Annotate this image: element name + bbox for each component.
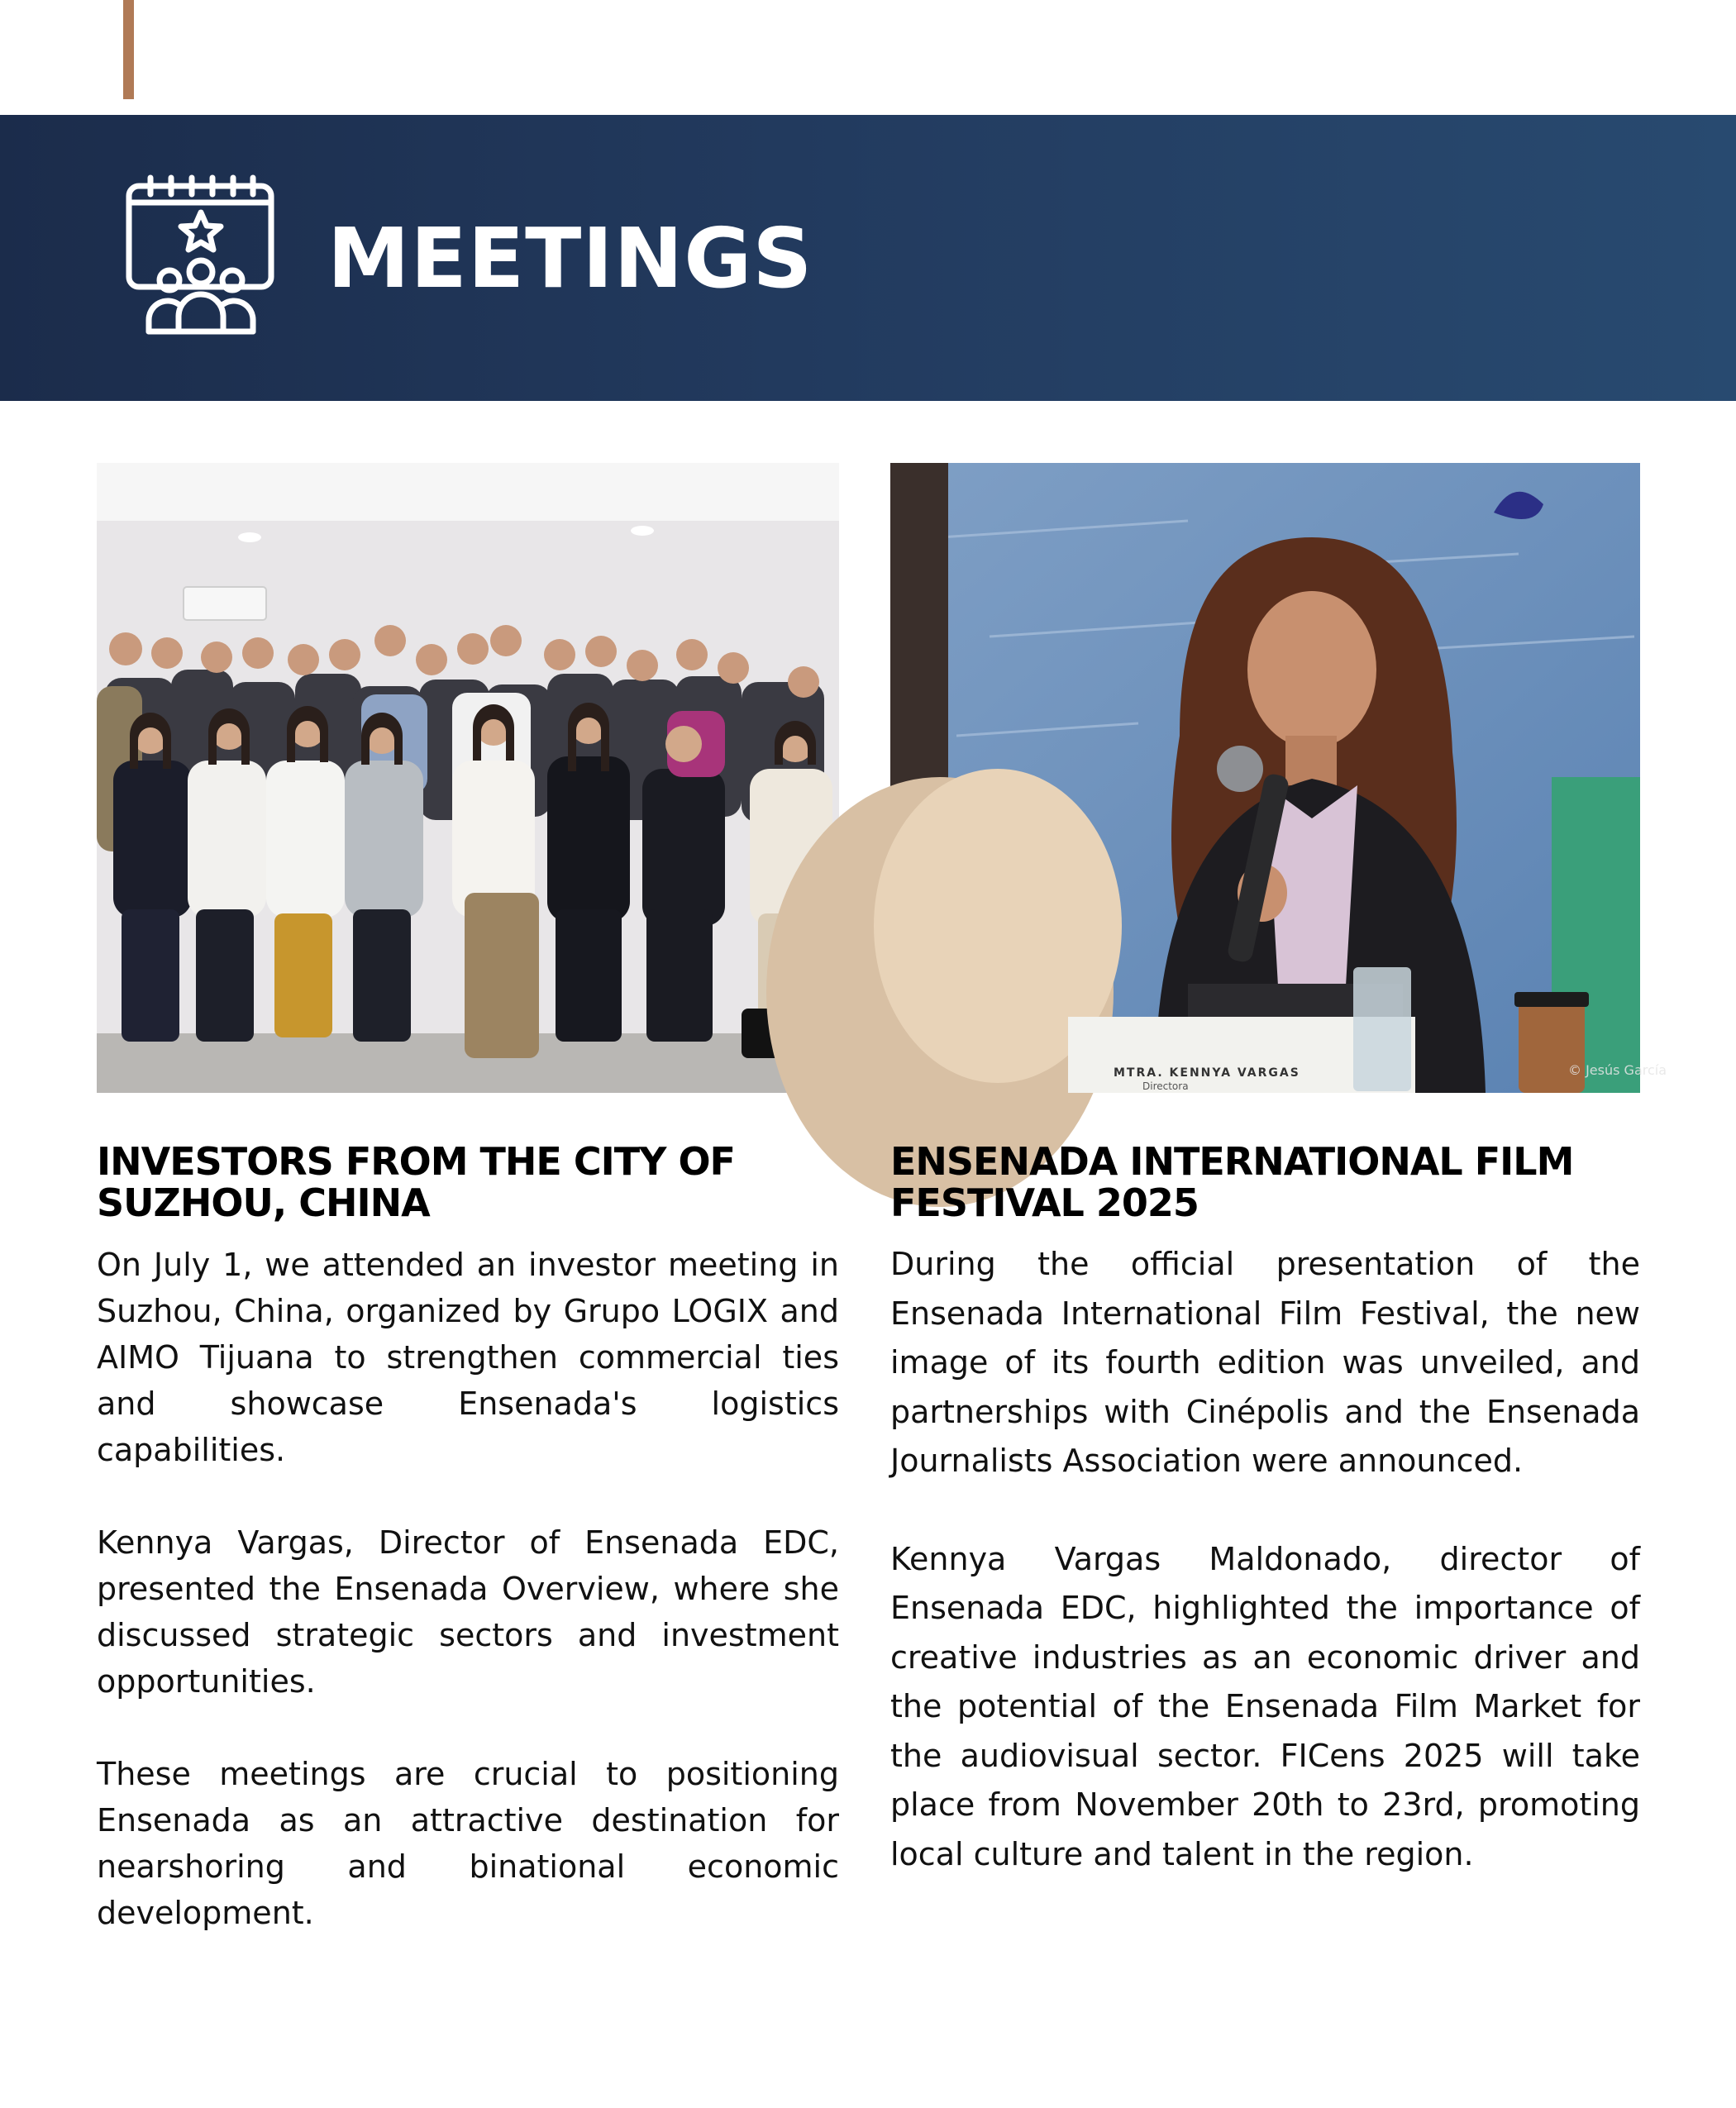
article-heading: INVESTORS FROM THE CITY OF SUZHOU, CHINA: [97, 1139, 735, 1225]
page-title: MEETINGS: [327, 209, 813, 307]
group-photo: [97, 463, 839, 1093]
article-paragraph: Kennya Vargas Maldonado, director of Ensenada EDC, highlighted the importance of creative industries as an economic driver and the potential of the Ensenada Film Market for the audiovisual sector. FICens 2025 will take place from November 20th to 23rd, promoting local culture and talent in the region.: [890, 1540, 1640, 1872]
article-suzhou: [97, 1141, 839, 1936]
article-heading: ENSENADA INTERNATIONAL FILM FESTIVAL 2025: [890, 1139, 1574, 1225]
article-film-festival: [890, 1141, 1640, 1879]
article-paragraph: On July 1, we attended an investor meeting in Suzhou, China, organized by Grupo LOGIX and AIMO Tijuana to strengthen commercial ties and showcase Ensenada's logistics capabilities.: [97, 1247, 839, 1468]
nameplate-text: MTRA. KENNYA VARGAS: [1114, 1066, 1300, 1080]
photo-watermark: © Jesús García: [1568, 1062, 1667, 1078]
article-paragraph: Kennya Vargas, Director of Ensenada EDC, presented the Ensenada Overview, where she discussed strategic sectors and investment opportunities.: [97, 1524, 839, 1700]
speaker-photo: [890, 463, 1667, 1093]
nameplate-subtext: Directora: [1142, 1080, 1189, 1092]
article-paragraph: These meetings are crucial to positioning Ensenada as an attractive destination for nearshoring and binational economic development.: [97, 1756, 839, 1931]
calendar-people-icon: [124, 174, 278, 336]
article-paragraph: During the official presentation of the Ensenada International Film Festival, the new image of its fourth edition was unveiled, and partnerships with Cinépolis and the Ensenada Journalists Association were announced.: [890, 1246, 1640, 1479]
section-banner: [0, 115, 1736, 401]
accent-bar: [123, 0, 134, 99]
